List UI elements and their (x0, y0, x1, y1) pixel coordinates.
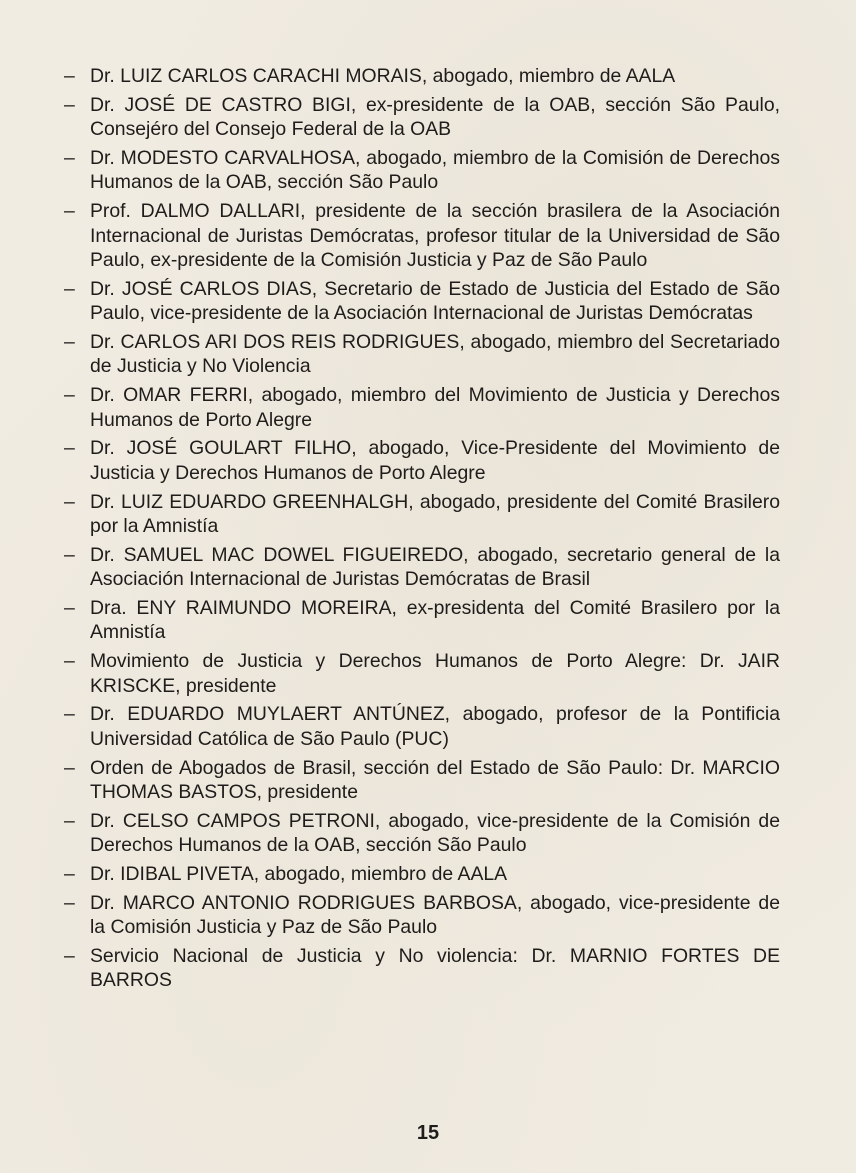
bullet-dash: – (64, 756, 75, 779)
list-item (64, 199, 780, 272)
entry-text: Dr. CARLOS ARI DOS REIS RODRIGUES, abogado, miembro del Secretariado de Justicia y No Violencia (90, 331, 780, 378)
page-number: 15 (416, 1122, 440, 1144)
bullet-dash: – (64, 650, 75, 673)
list-item (64, 596, 780, 645)
list-item (64, 702, 780, 751)
list-item (64, 383, 780, 432)
bullet-dash: – (64, 891, 75, 914)
entry-text: Prof. DALMO DALLARI, presidente de la sección brasilera de la Asociación Internacional de Juristas Demócratas, profesor titular de la Universidad de São Paulo, ex-presidente de la Comisión Justicia y Paz de São Paulo (90, 200, 780, 272)
bullet-dash: – (64, 93, 75, 116)
bullet-dash: – (64, 200, 75, 223)
entry-text: Orden de Abogados de Brasil, sección del Estado de São Paulo: Dr. MARCIO THOMAS BASTOS, presidente (90, 756, 780, 804)
entry-text: Dr. JOSÉ CARLOS DIAS, Secretario de Estado de Justicia del Estado de São Paulo, vice-presidente de la Asociación Internacional de Juristas Demócratas (90, 277, 780, 325)
bullet-dash: – (64, 543, 75, 566)
list-item (64, 64, 780, 88)
bullet-dash: – (64, 331, 75, 354)
list-item (64, 862, 780, 886)
list-item (64, 330, 780, 379)
list-item (64, 649, 780, 698)
bullet-dash: – (64, 490, 75, 513)
entry-text: Dr. EDUARDO MUYLAERT ANTÚNEZ, abogado, profesor de la Pontificia Universidad Católica de São Paulo (PUC) (90, 703, 780, 750)
bullet-dash: – (64, 945, 75, 968)
entry-text: Movimiento de Justicia y Derechos Humanos de Porto Alegre: Dr. JAIR KRISCKE, presidente (90, 650, 780, 697)
entry-text: Dr. MODESTO CARVALHOSA, abogado, miembro de la Comisión de Derechos Humanos de la OAB, sección São Paulo (90, 147, 780, 194)
list-item (64, 146, 780, 195)
entry-text: Dr. JOSÉ GOULART FILHO, abogado, Vice-Presidente del Movimiento de Justicia y Derechos Humanos de Porto Alegre (90, 437, 780, 484)
entry-text: Dr. OMAR FERRI, abogado, miembro del Movimiento de Justicia y Derechos Humanos de Porto Alegre (90, 384, 780, 431)
entry-text: Dr. JOSÉ DE CASTRO BIGI, ex-presidente de la OAB, sección São Paulo, Consejéro del Consejo Federal de la OAB (90, 93, 780, 141)
bullet-dash: – (64, 597, 75, 620)
list-item (64, 891, 780, 940)
bullet-dash: – (64, 437, 75, 460)
bullet-dash: – (64, 384, 75, 407)
bullet-dash: – (64, 703, 75, 726)
entry-list (64, 64, 780, 997)
list-item (64, 277, 780, 326)
list-item (64, 809, 780, 858)
list-item (64, 756, 780, 805)
list-item (64, 436, 780, 485)
bullet-dash: – (64, 863, 75, 886)
list-item (64, 93, 780, 142)
bullet-dash: – (64, 65, 75, 87)
bullet-dash: – (64, 147, 75, 169)
list-item (64, 543, 780, 592)
entry-text: Dr. SAMUEL MAC DOWEL FIGUEIREDO, abogado, secretario general de la Asociación Internacional de Juristas Demócratas de Brasil (90, 543, 780, 591)
bullet-dash: – (64, 277, 75, 300)
entry-text: Dr. LUIZ CARLOS CARACHI MORAIS, abogado, miembro de AALA (90, 65, 676, 87)
entry-text: Dr. IDIBAL PIVETA, abogado, miembro de AALA (90, 863, 508, 886)
entry-text: Dr. CELSO CAMPOS PETRONI, abogado, vice-presidente de la Comisión de Derechos Humanos de la OAB, sección São Paulo (90, 809, 780, 857)
entry-text: Servicio Nacional de Justicia y No violencia: Dr. MARNIO FORTES DE BARROS (90, 945, 780, 992)
entry-text: Dr. MARCO ANTONIO RODRIGUES BARBOSA, abogado, vice-presidente de la Comisión Justicia y Paz de São Paulo (90, 891, 780, 939)
list-item (64, 944, 780, 993)
list-item (64, 490, 780, 539)
entry-text: Dra. ENY RAIMUNDO MOREIRA, ex-presidenta del Comité Brasilero por la Amnistía (90, 597, 780, 644)
bullet-dash: – (64, 809, 75, 832)
entry-text: Dr. LUIZ EDUARDO GREENHALGH, abogado, presidente del Comité Brasilero por la Amnistía (90, 490, 780, 538)
